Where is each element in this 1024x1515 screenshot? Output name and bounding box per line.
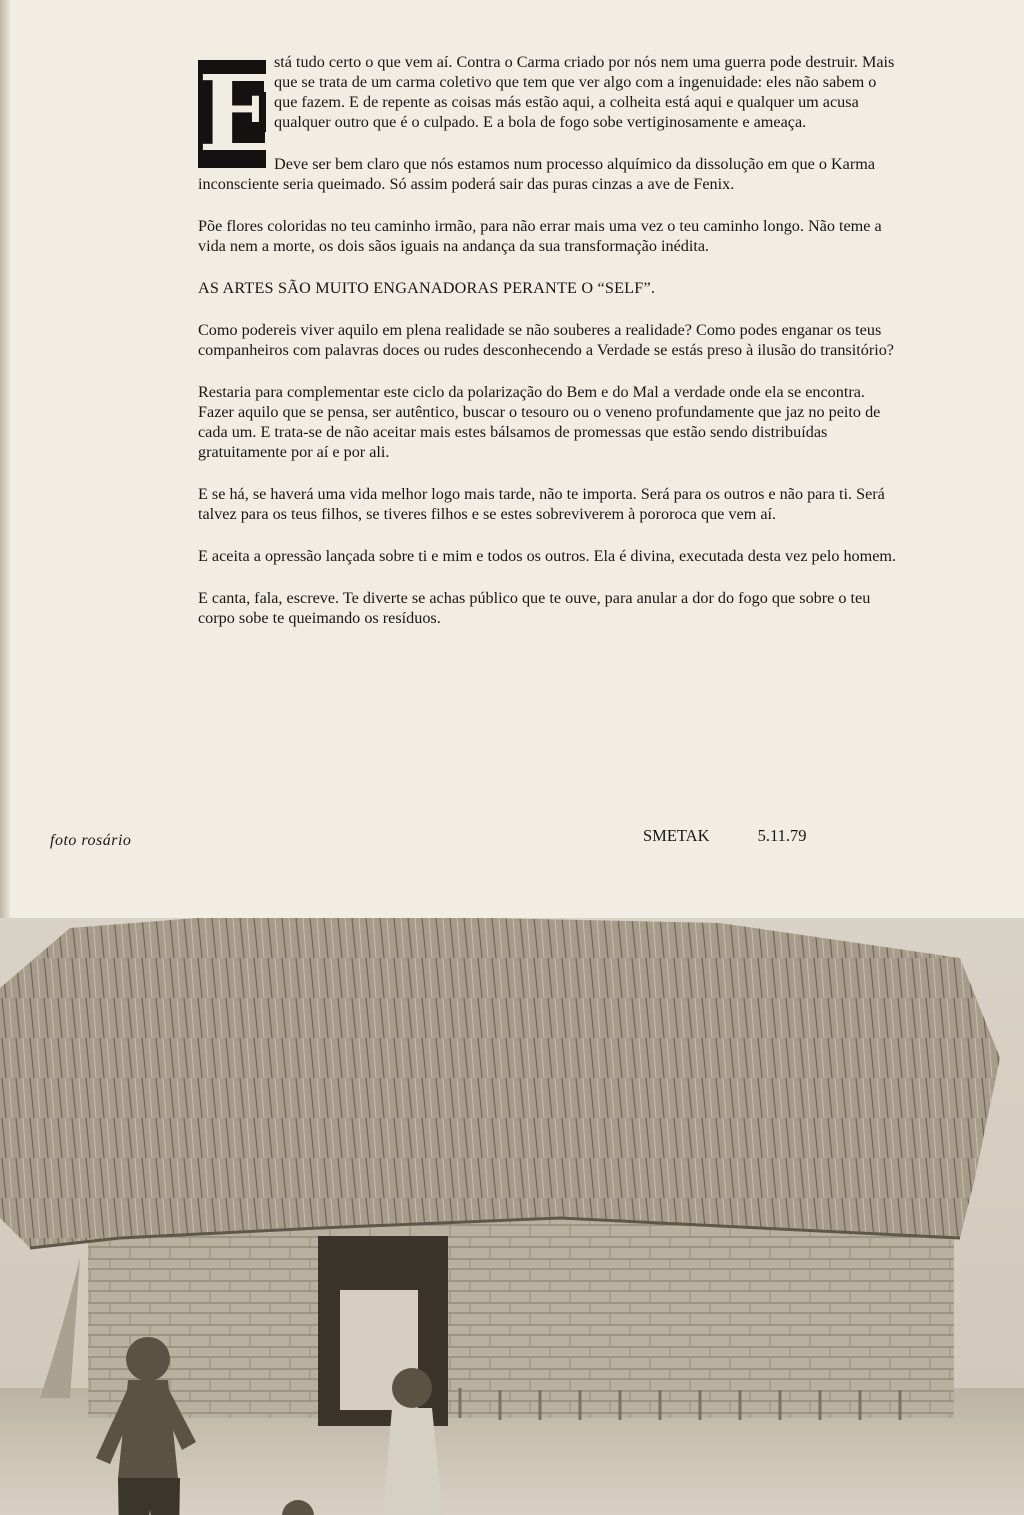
paragraph-6: Restaria para complementar este ciclo da polarização do Bem e do Mal a verdade onde ela se encontra. Fazer aquilo que se pensa, ser autêntico, buscar o tesouro ou o veneno profundamente que jaz no peito de cada um. E trata-se de não aceitar mais estes bálsamos de promessas que estão sendo distribuídas gratuitamente por aí e por ali. xyxy=(198,383,881,461)
hut-roof xyxy=(0,918,1000,1248)
signature xyxy=(643,826,807,846)
paragraph-7: E se há, se haverá uma vida melhor logo mais tarde, não te importa. Será para os outros e não para ti. Será talvez para os teus filhos, se tiveres filhos e se estes sobreviverem à pororoca que vem aí. xyxy=(198,485,885,523)
article-text xyxy=(198,52,898,650)
photo-credit: foto rosário xyxy=(50,832,132,849)
paragraph-8: E aceita a opressão lançada sobre ti e mim e todos os outros. Ela é divina, executada desta vez pelo homem. xyxy=(198,547,897,565)
paragraph-3: Põe flores coloridas no teu caminho irmão, para não errar mais uma vez o teu caminho longo. Não teme a vida nem a morte, os dois sãos iguais na andança da sua transformação inédita. xyxy=(198,217,882,255)
paragraph-9: E canta, fala, escreve. Te diverte se achas público que te ouve, para anular a dor do fogo que sobre o teu corpo sobe te queimando os resíduos. xyxy=(198,589,871,627)
hut-wall-front xyxy=(88,1218,954,1418)
drop-cap: E xyxy=(198,52,278,175)
paragraph-2: Deve ser bem claro que nós estamos num processo alquímico da dissolução em que o Karma inconsciente seria queimado. Só assim poderá sair das puras cinzas a ave de Fenix. xyxy=(198,155,876,193)
paragraph-4-heading: AS ARTES SÃO MUITO ENGANADORAS PERANTE O “SELF”. xyxy=(198,279,656,297)
hut-photograph xyxy=(0,918,1024,1515)
paragraph-1-text: stá tudo certo o que vem aí. Contra o Carma criado por nós nem uma guerra pode destruir. Mais que se trata de um carma coletivo que tem que ver algo com a ingenuidade: eles não sabem o que fazem. E de repente as coisas más estão aqui, a colheita está aqui e qualquer um acusa qualquer outro que é o culpado. E a bola de fogo sobe vertiginosamente e ameaça. xyxy=(274,53,895,131)
signature-author: SMETAK xyxy=(643,826,710,845)
signature-date: 5.11.79 xyxy=(757,826,807,845)
paragraph-5: Como podereis viver aquilo em plena realidade se não souberes a realidade? Como podes enganar os teus companheiros com palavras doces ou rudes desconhecendo a Verdade se estás preso à ilusão do transitório? xyxy=(198,321,894,359)
